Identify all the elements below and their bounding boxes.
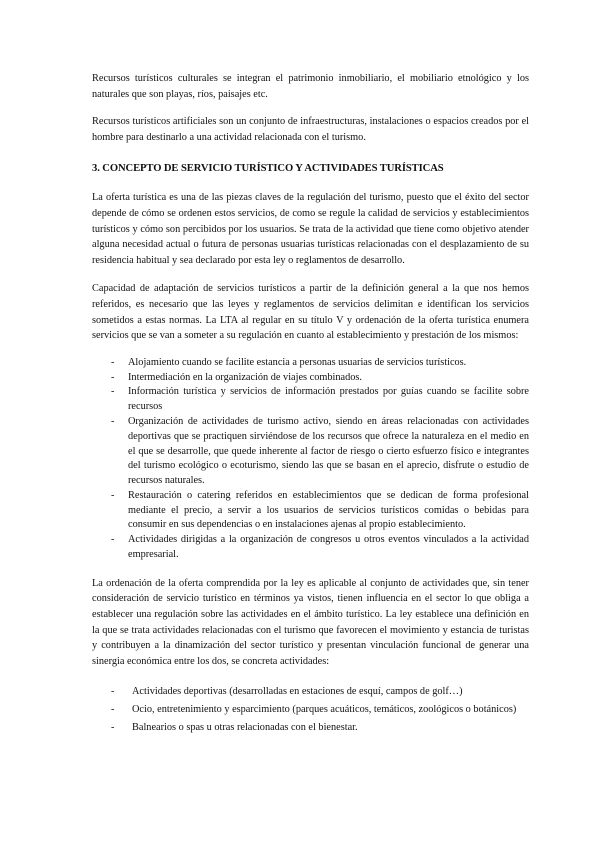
list-item-text: Información turística y servicios de información prestados por guías cuando se facilite sobre recursos xyxy=(128,386,529,413)
services-list xyxy=(92,356,529,563)
list-marker: - xyxy=(111,722,115,734)
list-item xyxy=(92,489,529,533)
list-item-text: Balnearios o spas u otras relacionadas con el bienestar. xyxy=(132,722,358,734)
paragraph-artificial-resources: Recursos turísticos artificiales son un conjunto de infraestructuras, instalaciones o espacios creados por el hombre para destinarlo a una actividad relacionada con el turismo. xyxy=(92,116,529,143)
list-item-text: Organización de actividades de turismo activo, siendo en áreas relacionadas con actividades deportivas que se practiquen sirviéndose de los recursos que ofrece la naturaleza en el medio en el que se desarrolle, que quede inherente al factor de riesgo o cierto esfuerzo físico e integrantes del turismo ecológico o ecoturismo, siendo las que se basan en el aprecio, disfrute o estudio de recursos naturales. xyxy=(128,415,529,487)
paragraph-cultural-resources: Recursos turísticos culturales se integran el patrimonio inmobiliario, el mobiliario etnológico y los naturales que son playas, ríos, paisajes etc. xyxy=(92,73,529,100)
list-marker: - xyxy=(111,415,115,427)
list-item xyxy=(92,721,529,736)
list-marker: - xyxy=(111,356,115,368)
list-item-text: Restauración o catering referidos en establecimientos que se dedican de forma profesional mediante el precio, a servir a los usuarios de servicios turísticos comidas o bebidas para consumir en sus dependencias o en instalaciones ajenas al propio establecimiento. xyxy=(128,489,529,531)
document-page xyxy=(92,71,529,739)
list-marker: - xyxy=(111,686,115,698)
list-item xyxy=(92,356,529,371)
paragraph-offer-ordering: La ordenación de la oferta comprendida por la ley es aplicable al conjunto de actividades que, sin tener consideración de servicio turístico en términos ya vistos, tienen influencia en el sector lo que obliga a establecer una regulación sobre las actividades en el ámbito turístico. La ley establece una definición en la que se trata actividades relacionadas con el turismo que favorecen el movimiento y estancia de turistas y contribuyen a la dinamización del sector turístico y presentan vinculación funcional de generar una sinergia económica entre los dos, se concreta actividades: xyxy=(92,577,529,667)
list-marker: - xyxy=(111,704,115,716)
list-item-text: Actividades deportivas (desarrolladas en estaciones de esquí, campos de golf…) xyxy=(132,686,463,698)
list-marker: - xyxy=(111,371,115,383)
list-marker: - xyxy=(111,489,115,501)
list-item xyxy=(92,415,529,489)
list-item-text: Alojamiento cuando se facilite estancia a personas usuarias de servicios turísticos. xyxy=(128,356,467,368)
list-item xyxy=(92,533,529,563)
list-marker: - xyxy=(111,534,115,546)
paragraph-adaptation-capacity: Capacidad de adaptación de servicios turísticos a partir de la definición general a la que nos hemos referidos, es necesario que las leyes y reglamentos de servicios delimitan e identifican los servicios sometidos a estas normas. La LTA al regular en su título V y ordenación de la oferta turística enumera servicios que se van a someter a su regulación en cuanto al establecimiento y prestación de los mismos: xyxy=(92,283,529,342)
list-item xyxy=(92,703,529,718)
list-item xyxy=(92,685,529,700)
activities-list xyxy=(92,685,529,735)
list-item-text: Ocio, entretenimiento y esparcimiento (parques acuáticos, temáticos, zoológicos o botánicos) xyxy=(132,704,517,716)
list-item xyxy=(92,371,529,386)
list-item xyxy=(92,385,529,415)
list-marker: - xyxy=(111,386,115,398)
section-heading: 3. CONCEPTO DE SERVICIO TURÍSTICO Y ACTIVIDADES TURÍSTICAS xyxy=(92,163,444,175)
paragraph-tourist-offer: La oferta turística es una de las piezas claves de la regulación del turismo, puesto que el éxito del sector depende de cómo se ordenen estos servicios, de como se regule la calidad de servicios y establecimientos turísticos y cómo son percibidos por los usuarios. Se trata de la actividad que tiene como objetivo atender alguna necesidad actual o futura de personas usuarias turísticas relacionadas con el desplazamiento de su residencia habitual y sea declarado por esta ley o reglamentos de desarrollo. xyxy=(92,192,529,266)
list-item-text: Actividades dirigidas a la organización de congresos u otros eventos vinculados a la actividad empresarial. xyxy=(128,534,529,561)
list-item-text: Intermediación en la organización de viajes combinados. xyxy=(128,371,362,383)
